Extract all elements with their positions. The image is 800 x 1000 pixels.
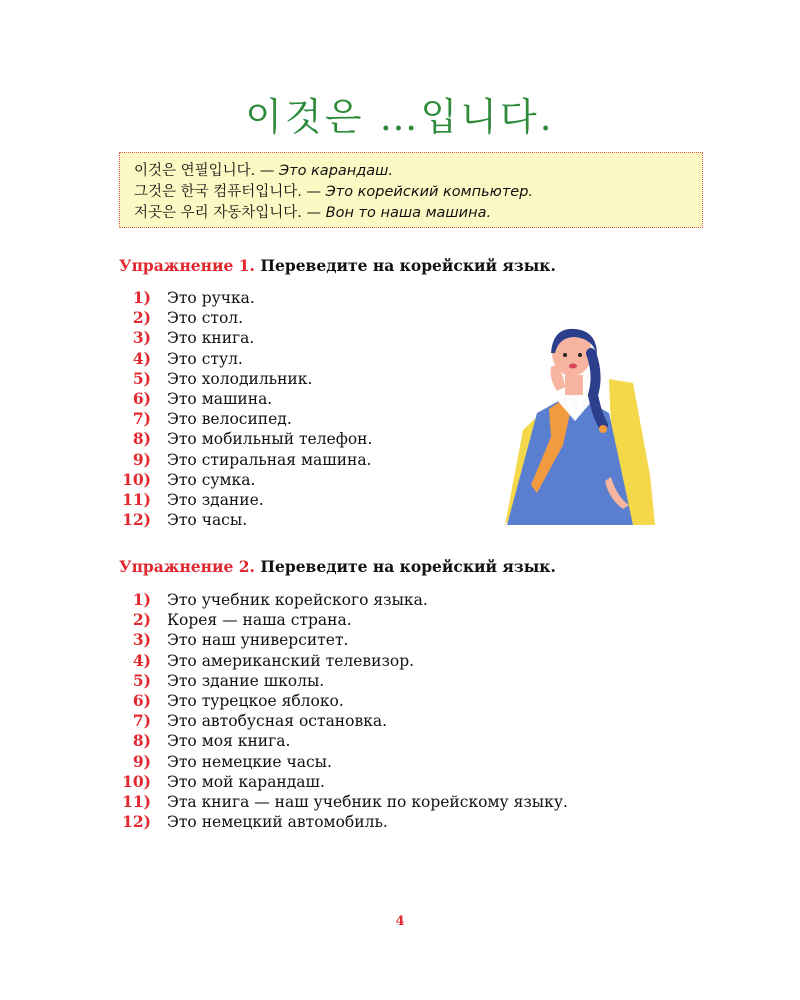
list-item [119, 328, 372, 348]
item-text: Это турецкое яблоко. [167, 691, 344, 710]
item-number: 7) [132, 409, 151, 429]
item-text: Это стул. [167, 349, 243, 368]
item-number: 7) [132, 711, 151, 731]
list-item [119, 772, 568, 792]
item-text: Это сумка. [167, 470, 256, 489]
list-item [119, 651, 568, 671]
example-dash: — [301, 184, 326, 200]
item-number: 6) [132, 388, 151, 408]
item-number: 3) [132, 630, 151, 650]
item-text: Это мобильный телефон. [167, 430, 373, 449]
list-item [119, 308, 372, 328]
item-text: Это часы. [167, 511, 248, 530]
item-text: Это стол. [167, 309, 244, 328]
example-korean: 이것은 연필입니다. [134, 163, 256, 179]
item-number: 2) [132, 610, 151, 630]
list-item [119, 792, 568, 812]
page-title: 이것은 …입니다. [245, 95, 555, 139]
item-number: 8) [132, 731, 151, 751]
item-number: 5) [132, 368, 151, 388]
list-item [119, 731, 568, 751]
example-russian: Это корейский компьютер. [325, 184, 534, 200]
item-number: 4) [132, 650, 151, 670]
woman-in-hanbok-illustration [505, 325, 655, 525]
item-text: Это учебник корейского языка. [167, 591, 428, 609]
item-number: 10) [122, 469, 151, 489]
list-item [119, 630, 568, 650]
exercise-1-label: Упражнение 1. [119, 256, 255, 275]
list-item [119, 470, 372, 490]
example-russian: Это карандаш. [279, 163, 394, 179]
list-item [119, 349, 372, 369]
list-item [119, 590, 568, 610]
item-text: Это книга. [167, 329, 255, 348]
item-number: 3) [132, 328, 151, 348]
example-line [134, 161, 702, 182]
item-number: 1) [132, 288, 151, 307]
item-number: 12) [122, 812, 151, 832]
list-item [119, 510, 372, 530]
example-korean: 저곳은 우리 자동차입니다. [134, 205, 302, 221]
item-text: Это наш университет. [167, 631, 349, 650]
exercise-1-instruction: Переведите на корейский язык. [260, 256, 556, 275]
item-text: Это здание школы. [167, 671, 325, 690]
item-text: Это ручка. [167, 289, 255, 307]
item-number: 8) [132, 429, 151, 449]
exercise-2-instruction: Переведите на корейский язык. [260, 557, 556, 576]
list-item [119, 610, 568, 630]
example-box [119, 152, 703, 228]
item-text: Это стиральная машина. [167, 450, 372, 469]
list-item [119, 671, 568, 691]
item-number: 11) [122, 791, 151, 811]
item-text: Это немецкие часы. [167, 752, 332, 771]
list-item [119, 409, 372, 429]
item-number: 2) [132, 308, 151, 328]
list-item [119, 711, 568, 731]
exercise-2-heading [119, 557, 556, 576]
item-number: 10) [122, 771, 151, 791]
item-number: 5) [132, 670, 151, 690]
page-number: 4 [395, 914, 405, 929]
list-item [119, 288, 372, 308]
item-text: Это велосипед. [167, 410, 292, 429]
item-text: Это машина. [167, 389, 273, 408]
list-item [119, 450, 372, 470]
example-dash: — [301, 205, 326, 221]
item-number: 9) [132, 449, 151, 469]
item-number: 1) [132, 590, 151, 609]
exercise-2-label: Упражнение 2. [119, 557, 255, 576]
item-number: 11) [122, 489, 151, 509]
exercise-2-list [119, 590, 568, 832]
example-dash: — [255, 163, 279, 179]
item-number: 4) [132, 348, 151, 368]
list-item [119, 389, 372, 409]
exercise-1-list [119, 288, 372, 530]
item-number: 6) [132, 690, 151, 710]
example-russian: Вон то наша машина. [325, 205, 492, 221]
example-line [134, 182, 702, 203]
example-line [134, 203, 702, 224]
list-item [119, 812, 568, 832]
list-item [119, 752, 568, 772]
item-text: Это холодильник. [167, 369, 313, 388]
item-number: 9) [132, 751, 151, 771]
list-item [119, 369, 372, 389]
item-text: Это автобусная остановка. [167, 712, 388, 731]
item-text: Эта книга — наш учебник по корейскому языку. [167, 792, 568, 811]
list-item [119, 429, 372, 449]
exercise-1-heading [119, 256, 556, 275]
item-number: 12) [122, 510, 151, 530]
item-text: Корея — наша страна. [167, 611, 352, 630]
example-korean: 그것은 한국 컴퓨터입니다. [134, 184, 302, 200]
list-item [119, 691, 568, 711]
list-item [119, 490, 372, 510]
item-text: Это здание. [167, 490, 264, 509]
item-text: Это американский телевизор. [167, 651, 415, 670]
item-text: Это мой карандаш. [167, 772, 325, 791]
item-text: Это немецкий автомобиль. [167, 813, 388, 832]
item-text: Это моя книга. [167, 732, 291, 751]
